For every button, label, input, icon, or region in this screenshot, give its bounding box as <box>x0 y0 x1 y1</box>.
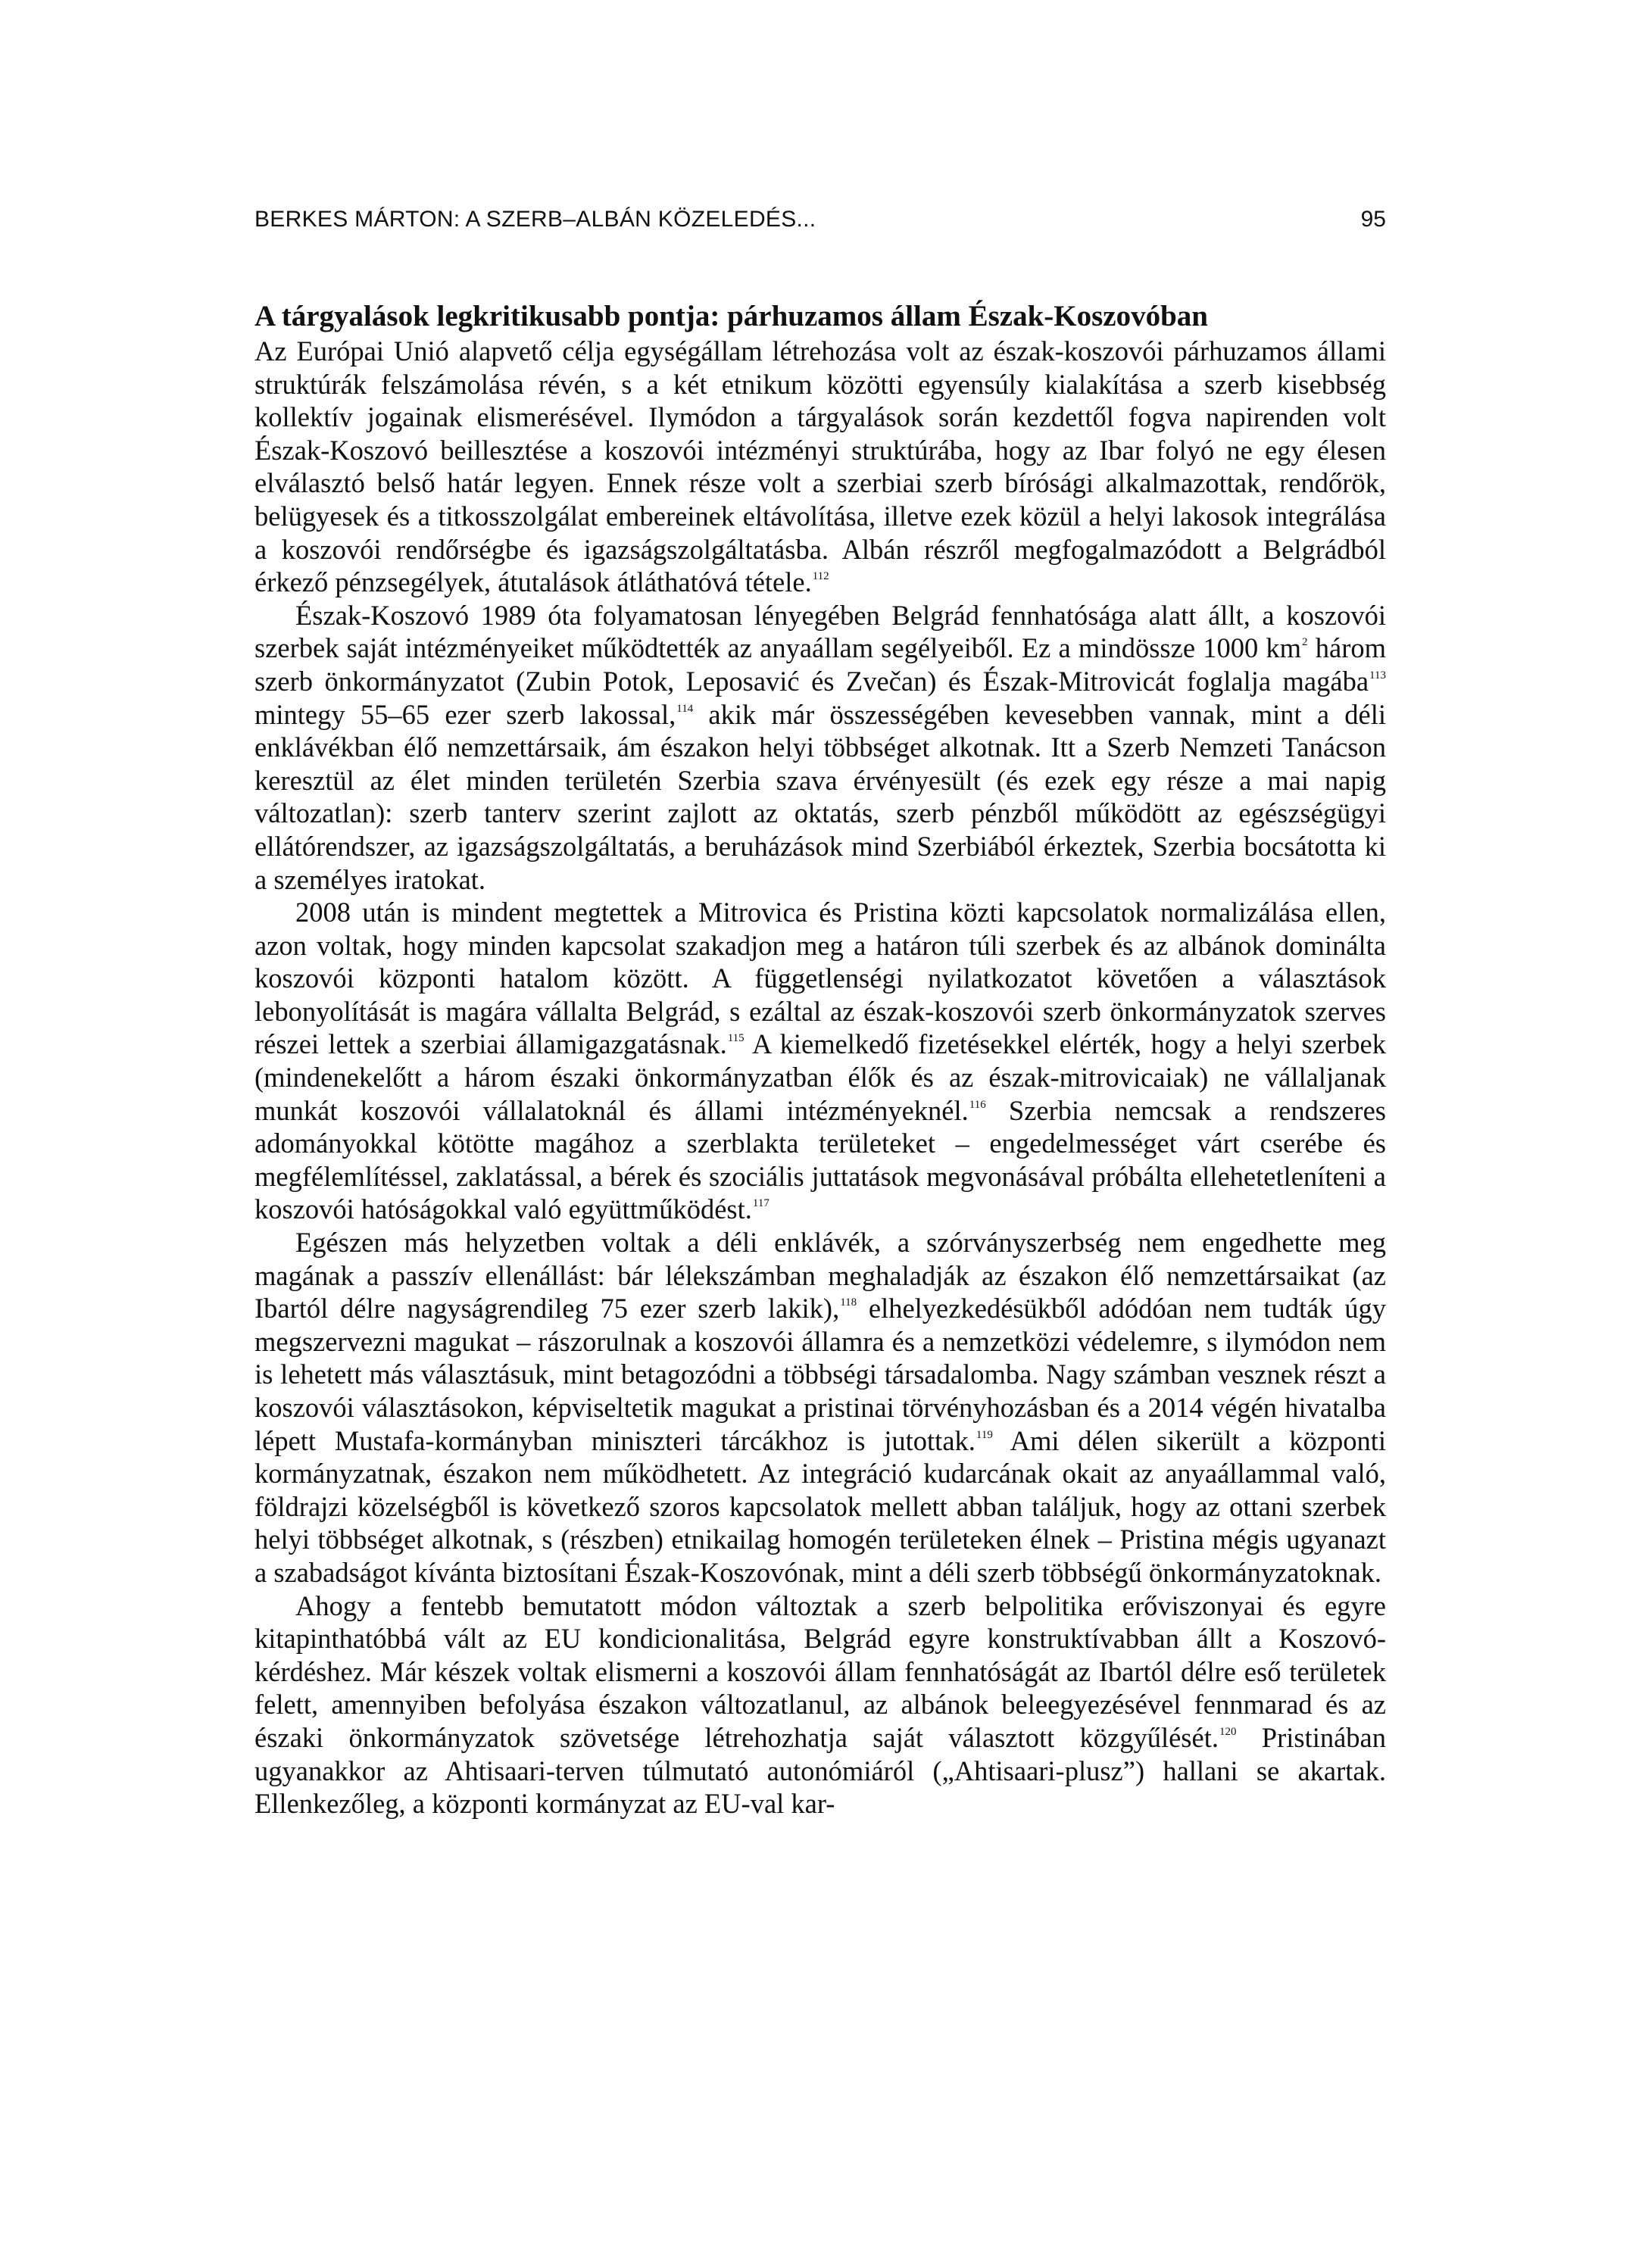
text-segment: elhelyezkedésükből adódóan nem tudták úgy megszervezni magukat – rászorulnak a koszovói államra és a nemzetközi védelemre, s ilymódon nem is lehetett más választásuk, mint betagozódni a többségi társadalomba. Nagy számban vesznek részt a koszovói választásokon, képviseltetik magukat a pristinai törvényhozásban és a 2014 végén hivatalba lépett Mustafa-kormányban miniszteri tárcákhoz is jutottak. <box>254 1293 1386 1456</box>
text-segment: A kiemelkedő fizetésekkel elérték, hogy a helyi szerbek (mindenekelőtt a három északi önkormányzatban élők és az észak-mitrovicaiak) ne vállaljanak munkát koszovói vállalatoknál és állami intézményeknél. <box>254 1028 1386 1126</box>
text-segment: Észak-Koszovó 1989 óta folyamatosan lényegében Belgrád fennhatósága alatt állt, a koszovói szerbek saját intézményeiket működtették az anyaállam segélyeiből. Ez a mindössze 1000 km <box>254 599 1386 664</box>
page-number: 95 <box>1360 207 1386 232</box>
paragraph-4 <box>254 1226 1386 1589</box>
text-segment: Ami délen sikerült a központi kormányzatnak, északon nem működhetett. Az integráció kudarcának okait az anyaállammal való, földrajzi közelségből is következő szoros kapcsolatok mellett abban találjuk, hogy az ottani szerbek helyi többséget alkotnak, s (részben) etnikailag homogén területeken élnek – Pristina mégis ugyanazt a szabadságot kívánta biztosítani Észak-Koszovónak, mint a déli szerb többségű önkormányzatoknak. <box>254 1424 1386 1588</box>
section-heading: A tárgyalások legkritikusabb pontja: párhuzamos állam Észak-Koszovóban <box>254 300 1208 332</box>
text-segment: Egészen más helyzetben voltak a déli enklávék, a szórványszerbség nem engedhette meg magának a passzív ellenállást: bár lélekszámban meghaladják az északon élő nemzettársaikat (az Ibartól délre nagyságrendileg 75 ezer szerb lakik), <box>254 1227 1386 1324</box>
text-segment: mintegy 55–65 ezer szerb lakossal, <box>254 698 676 730</box>
text-segment: Ahogy a fentebb bemutatott módon változtak a szerb belpolitika erőviszonyai és egyre kitapinthatóbbá vált az EU kondicionalitása, Belgrád egyre konstruktívabban állt a Koszovó-kérdéshez. Már készek voltak elismerni a koszovói állam fennhatóságát az Ibartól délre eső területek felett, amennyiben befolyása északon változatlanul, az albánok beleegyezésével fennmarad és az északi önkormányzatok szövetsége létrehozhatja saját választott közgyűlését. <box>254 1589 1386 1753</box>
paragraph-5 <box>254 1589 1386 1820</box>
paragraph-2 <box>254 599 1386 896</box>
text-segment: Pristinában ugyanakkor az Ahtisaari-terven túlmutató autonómiáról („Ahtisaari-plusz”) hallani se akartak. Ellenkezőleg, a központi kormányzat az EU-val kar- <box>254 1721 1387 1820</box>
text-segment: Az Európai Unió alapvető célja egységállam létrehozása volt az észak-koszovói párhuzamos állami struktúrák felszámolása révén, s a két etnikum közötti egyensúly kialakítása a szerb kisebbség kollektív jogainak elismerésével. Ilymódon a tárgyalások során kezdettől fogva napirenden volt Észak-Koszovó beillesztése a koszovói intézményi struktúrába, hogy az Ibar folyó ne egy élesen elválasztó belső határ legyen. Ennek része volt a szerbiai szerb bírósági alkalmazottak, rendőrök, belügyesek és a titkosszolgálat embereinek eltávolítása, illetve ezek közül a helyi lakosok integrálása a koszovói rendőrségbe és igazságszolgáltatásba. Albán részről megfogalmazódott a Belgrádból érkező pénzsegélyek, átutalások átláthatóvá tétele. <box>254 335 1386 598</box>
footnote-ref-118: 118 <box>840 1296 857 1309</box>
text-segment: akik már összességében kevesebben vannak, mint a déli enklávékban élő nemzettársaik, ám északon helyi többséget alkotnak. Itt a Szerb Nemzeti Tanácson keresztül az élet minden területén Szerbia szava érvényesült (és ezek egy része a mai napig változatlan): szerb tanterv szerint zajlott az oktatás, szerb pénzből működött az egészségügyi ellátórendszer, az igazságszolgáltatás, a beruházások mind Szerbiából érkeztek, Szerbia bocsátotta ki a személyes iratokat. <box>254 698 1387 895</box>
footnote-ref-112: 112 <box>812 570 829 583</box>
footnote-ref-119: 119 <box>976 1428 993 1441</box>
running-title: BERKES MÁRTON: A SZERB–ALBÁN KÖZELEDÉS... <box>254 207 816 232</box>
footnote-ref-117: 117 <box>752 1197 769 1210</box>
footnote-ref-114: 114 <box>676 702 694 715</box>
body-text <box>254 298 1386 1820</box>
footnote-ref-115: 115 <box>727 1032 745 1045</box>
superscript-squared: 2 <box>1302 636 1308 649</box>
text-segment: Szerbia nemcsak a rendszeres adományokkal kötötte magához a szerblakta területeket – engedelmességet várt cserébe és megfélemlítéssel, zaklatással, a bérek és szociális juttatások megvonásával próbálta ellehetetleníteni a koszovói hatóságokkal való együttműködést. <box>254 1094 1386 1225</box>
footnote-ref-113: 113 <box>1369 669 1386 682</box>
text-segment: 2008 után is mindent megtettek a Mitrovica és Pristina közti kapcsolatok normalizálása ellen, azon voltak, hogy minden kapcsolat szakadjon meg a határon túli szerbek és az albánok dominálta koszovói központi hatalom között. A függetlenségi nyilatkozatot követően a választások lebonyolítását is magára vállalta Belgrád, s ezáltal az észak-koszovói szerb önkormányzatok szerves részei lettek a szerbiai államigazgatásnak. <box>254 897 1386 1060</box>
footnote-ref-116: 116 <box>969 1098 986 1111</box>
text-segment: három szerb önkormányzatot (Zubin Potok, Leposavić és Zvečan) és Észak-Mitrovicát foglalja magába <box>254 632 1386 697</box>
paragraph-3 <box>254 896 1386 1226</box>
paragraph-1 <box>254 335 1386 599</box>
footnote-ref-120: 120 <box>1219 1725 1237 1738</box>
